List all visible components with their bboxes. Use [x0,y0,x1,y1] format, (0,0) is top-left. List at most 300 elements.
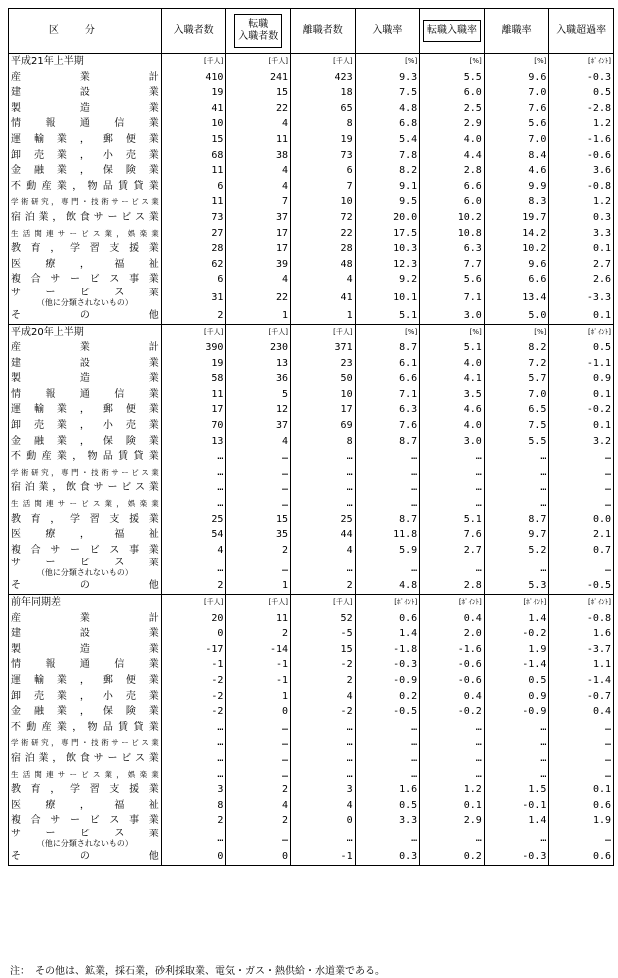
cell-value: 7.6 [484,101,549,117]
unit-label: [千人] [161,324,226,340]
table-row [9,163,614,179]
cell-value: … [161,751,226,767]
row-label [9,829,162,849]
cell-value: 7.1 [420,288,485,308]
table-row [9,387,614,403]
cell-value: 9.2 [355,272,420,288]
unit-label: [千人] [161,54,226,70]
cell-value: 7.0 [484,132,549,148]
cell-value: 5.3 [484,578,549,594]
cell-value: … [484,558,549,578]
cell-value: … [484,767,549,783]
table-row [9,512,614,528]
cell-value: 4.0 [420,418,485,434]
table-row [9,70,614,86]
table-row [9,611,614,627]
cell-value: 17 [226,241,291,257]
header-col-1-label: 転職 入職者数 [234,14,282,48]
cell-value: 8.4 [484,148,549,164]
cell-value: 1.6 [355,782,420,798]
cell-value: 410 [161,70,226,86]
cell-value: 1.2 [420,782,485,798]
cell-value: 0.7 [549,543,614,559]
cell-value: 2 [226,782,291,798]
cell-value: … [355,767,420,783]
cell-value: … [355,449,420,465]
cell-value: 69 [291,418,356,434]
row-label-main: サービス業 [11,558,159,569]
cell-value: 2 [161,813,226,829]
row-label: 教育，学習支援業 [9,782,162,798]
row-label: 金融業，保険業 [9,163,162,179]
table-row [9,642,614,658]
cell-value: -0.5 [355,704,420,720]
cell-value: 4 [226,163,291,179]
cell-value: 2.7 [549,257,614,273]
cell-value: 6.6 [420,179,485,195]
cell-value: … [161,465,226,481]
cell-value: 8 [291,116,356,132]
cell-value: 6.3 [420,241,485,257]
row-label: 教育，学習支援業 [9,512,162,528]
cell-value: 5.2 [484,543,549,559]
cell-value: -0.8 [549,611,614,627]
cell-value: 10 [291,194,356,210]
cell-value: 7.0 [484,85,549,101]
cell-value: 8 [291,434,356,450]
table-row [9,308,614,324]
row-label: 複合サービス事業 [9,543,162,559]
cell-value: 4 [291,543,356,559]
cell-value: 10 [291,387,356,403]
cell-value: 31 [161,288,226,308]
cell-value: 3.5 [420,387,485,403]
cell-value: 6 [161,272,226,288]
cell-value: -0.9 [484,704,549,720]
cell-value: … [291,480,356,496]
table-row [9,418,614,434]
table-row [9,85,614,101]
cell-value: … [420,735,485,751]
cell-value: 7.2 [484,356,549,372]
cell-value: 15 [226,85,291,101]
cell-value: 20 [161,611,226,627]
row-label: 医療，福祉 [9,527,162,543]
cell-value: 28 [161,241,226,257]
cell-value: 6.6 [484,272,549,288]
cell-value: … [291,767,356,783]
row-label [9,558,162,578]
cell-value: 0.1 [549,418,614,434]
cell-value: 37 [226,418,291,434]
table-row [9,371,614,387]
table-row [9,148,614,164]
row-label: 運輸業，郵便業 [9,673,162,689]
cell-value: 0.9 [549,371,614,387]
cell-value: 6.0 [420,85,485,101]
cell-value: 7.1 [355,387,420,403]
cell-value: 4.6 [420,402,485,418]
cell-value: 7.7 [420,257,485,273]
cell-value: 22 [226,101,291,117]
cell-value: -2 [161,673,226,689]
cell-value: 0.9 [484,689,549,705]
table-row [9,527,614,543]
cell-value: 12.3 [355,257,420,273]
cell-value: 39 [226,257,291,273]
row-label: 運輸業，郵便業 [9,132,162,148]
cell-value: 3 [161,782,226,798]
cell-value: … [549,465,614,481]
cell-value: 5.1 [420,512,485,528]
cell-value: 15 [161,132,226,148]
cell-value: … [161,480,226,496]
unit-label: [%] [484,324,549,340]
cell-value: 0.6 [549,849,614,865]
cell-value: 41 [291,288,356,308]
cell-value: 0.1 [420,798,485,814]
cell-value: 19.7 [484,210,549,226]
row-label: 卸売業，小売業 [9,148,162,164]
header-col-5: 離職率 [484,9,549,54]
cell-value: 6.1 [355,356,420,372]
cell-value: 35 [226,527,291,543]
row-label: 学術研究，専門・技術サービス業 [9,735,162,751]
table-row [9,179,614,195]
cell-value: 19 [161,356,226,372]
unit-label: [ﾎﾟｲﾝﾄ] [484,595,549,611]
table-row [9,210,614,226]
cell-value: 14.2 [484,226,549,242]
cell-value: 11.8 [355,527,420,543]
cell-value: … [420,480,485,496]
cell-value: … [291,720,356,736]
cell-value: 1.9 [549,813,614,829]
cell-value: 5.0 [484,308,549,324]
cell-value: 371 [291,340,356,356]
row-label: 情報通信業 [9,116,162,132]
cell-value: 2 [226,626,291,642]
cell-value: 2.8 [420,578,485,594]
cell-value: 0.1 [549,387,614,403]
row-label: 卸売業，小売業 [9,418,162,434]
cell-value: 12 [226,402,291,418]
cell-value: -0.6 [420,673,485,689]
row-label: 複合サービス事業 [9,272,162,288]
labor-turnover-table [8,8,614,866]
row-label: 建設業 [9,626,162,642]
table-row [9,735,614,751]
section-header-row [9,324,614,340]
cell-value: … [291,449,356,465]
cell-value: -1.6 [549,132,614,148]
row-label: 金融業，保険業 [9,704,162,720]
cell-value: 18 [291,85,356,101]
cell-value: 38 [226,148,291,164]
cell-value: 25 [161,512,226,528]
cell-value: 6 [291,163,356,179]
unit-label: [千人] [226,595,291,611]
cell-value: -1 [161,657,226,673]
cell-value: -17 [161,642,226,658]
cell-value: … [484,735,549,751]
row-label: 情報通信業 [9,657,162,673]
table-row [9,704,614,720]
table-row [9,132,614,148]
cell-value: 0 [226,704,291,720]
cell-value: … [549,496,614,512]
table-row [9,241,614,257]
cell-value: 9.5 [355,194,420,210]
cell-value: -2 [291,704,356,720]
cell-value: -3.3 [549,288,614,308]
cell-value: 2.9 [420,813,485,829]
table-row [9,543,614,559]
cell-value: … [549,480,614,496]
section-header-row [9,54,614,70]
table-row [9,689,614,705]
header-col-4-label: 転職入職率 [423,20,481,42]
cell-value: 54 [161,527,226,543]
cell-value: … [226,558,291,578]
cell-value: 0.0 [549,512,614,528]
cell-value: 8.3 [484,194,549,210]
table-row [9,626,614,642]
table-row [9,496,614,512]
table-row [9,288,614,308]
cell-value: … [161,720,226,736]
cell-value: … [549,735,614,751]
table-row [9,434,614,450]
cell-value: 241 [226,70,291,86]
cell-value: 1 [226,689,291,705]
cell-value: 1.6 [549,626,614,642]
row-label: 教育，学習支援業 [9,241,162,257]
cell-value: … [161,767,226,783]
cell-value: 27 [161,226,226,242]
cell-value: 2.8 [420,163,485,179]
cell-value: 52 [291,611,356,627]
table-row [9,720,614,736]
cell-value: … [420,751,485,767]
cell-value: … [549,829,614,849]
cell-value: 11 [226,611,291,627]
table-row [9,257,614,273]
cell-value: … [161,735,226,751]
cell-value: 0 [161,626,226,642]
cell-value: 1 [226,308,291,324]
table-row [9,101,614,117]
cell-value: … [161,496,226,512]
row-label: 宿泊業，飲食サービス業 [9,480,162,496]
cell-value: … [355,558,420,578]
row-label: 医療，福祉 [9,798,162,814]
cell-value: 72 [291,210,356,226]
cell-value: 1.4 [355,626,420,642]
cell-value: 2.0 [420,626,485,642]
cell-value: 22 [291,226,356,242]
cell-value: … [355,480,420,496]
cell-value: 13.4 [484,288,549,308]
row-label: 金融業，保険業 [9,434,162,450]
cell-value: 0.5 [549,340,614,356]
cell-value: 13 [161,434,226,450]
cell-value: 48 [291,257,356,273]
cell-value: … [420,465,485,481]
cell-value: … [420,558,485,578]
cell-value: 2 [226,813,291,829]
cell-value: -0.3 [484,849,549,865]
row-label: 生活関連サービス業，娯楽業 [9,496,162,512]
cell-value: 1.4 [484,813,549,829]
cell-value: 37 [226,210,291,226]
cell-value: 3.3 [549,226,614,242]
cell-value: 0.1 [549,308,614,324]
cell-value: 6.6 [355,371,420,387]
cell-value: … [484,449,549,465]
cell-value: … [549,558,614,578]
cell-value: … [226,465,291,481]
cell-value: 2 [291,673,356,689]
row-label-main: サービス業 [11,828,159,839]
cell-value: 17.5 [355,226,420,242]
cell-value: 6.5 [484,402,549,418]
row-label: 建設業 [9,85,162,101]
cell-value: -5 [291,626,356,642]
cell-value: 4.0 [420,132,485,148]
cell-value: … [484,496,549,512]
cell-value: -2 [161,689,226,705]
cell-value: 2 [226,543,291,559]
table-row [9,116,614,132]
cell-value: 19 [291,132,356,148]
cell-value: 0.4 [420,611,485,627]
cell-value: … [549,751,614,767]
cell-value: … [226,829,291,849]
cell-value: 10.2 [420,210,485,226]
cell-value: 0.1 [549,782,614,798]
cell-value: 4 [226,272,291,288]
cell-value: 8.7 [484,512,549,528]
unit-label: [千人] [291,324,356,340]
cell-value: -0.2 [549,402,614,418]
cell-value: 0.3 [549,210,614,226]
unit-label: [ﾎﾟｲﾝﾄ] [549,54,614,70]
cell-value: -2.8 [549,101,614,117]
unit-label: [千人] [226,54,291,70]
cell-value: 10.8 [420,226,485,242]
cell-value: 7.0 [484,387,549,403]
cell-value: … [226,449,291,465]
table-row [9,849,614,865]
row-label: 運輸業，郵便業 [9,402,162,418]
cell-value: … [355,735,420,751]
cell-value: … [549,449,614,465]
cell-value: 5.1 [420,340,485,356]
unit-label: [千人] [291,54,356,70]
cell-value: 15 [291,642,356,658]
cell-value: 2 [291,578,356,594]
cell-value: 230 [226,340,291,356]
cell-value: 0.1 [549,241,614,257]
cell-value: 4 [291,272,356,288]
cell-value: 10 [161,116,226,132]
cell-value: 4.6 [484,163,549,179]
cell-value: 2.9 [420,116,485,132]
cell-value: -0.7 [549,689,614,705]
cell-value: … [226,720,291,736]
cell-value: -0.2 [420,704,485,720]
table-row [9,782,614,798]
table-row [9,272,614,288]
cell-value: 4 [291,798,356,814]
cell-value: 3.2 [549,434,614,450]
row-label: その他 [9,308,162,324]
cell-value: 0 [226,849,291,865]
table-header-row [9,9,614,54]
row-label: 医療，福祉 [9,257,162,273]
row-label: 生活関連サービス業，娯楽業 [9,767,162,783]
cell-value: 7.5 [355,85,420,101]
header-col-6: 入職超過率 [549,9,614,54]
cell-value: … [484,465,549,481]
cell-value: … [291,558,356,578]
row-label: 生活関連サービス業，娯楽業 [9,226,162,242]
cell-value: 4.1 [420,371,485,387]
row-label: 製造業 [9,371,162,387]
cell-value: -1.6 [420,642,485,658]
cell-value: 2 [161,308,226,324]
cell-value: -1 [226,673,291,689]
cell-value: 17 [226,226,291,242]
cell-value: 11 [161,387,226,403]
cell-value: 65 [291,101,356,117]
cell-value: … [161,449,226,465]
cell-value: -0.8 [549,179,614,195]
cell-value: … [226,480,291,496]
cell-value: -14 [226,642,291,658]
row-label: 産業計 [9,611,162,627]
cell-value: 3.0 [420,308,485,324]
cell-value: 4.8 [355,578,420,594]
cell-value: 23 [291,356,356,372]
cell-value: 2.1 [549,527,614,543]
cell-value: 6.3 [355,402,420,418]
cell-value: 10.2 [484,241,549,257]
cell-value: … [355,720,420,736]
cell-value: 4 [226,116,291,132]
cell-value: 4.8 [355,101,420,117]
cell-value: -2 [161,704,226,720]
table-row [9,657,614,673]
row-label: その他 [9,849,162,865]
cell-value: … [549,720,614,736]
cell-value: 5 [226,387,291,403]
cell-value: 7.8 [355,148,420,164]
cell-value: -1 [291,849,356,865]
cell-value: 2.6 [549,272,614,288]
cell-value: 0.3 [355,849,420,865]
cell-value: -3.7 [549,642,614,658]
cell-value: … [161,558,226,578]
cell-value: 0.2 [420,849,485,865]
cell-value: 2 [161,578,226,594]
row-label-sub: （他に分類されないもの） [36,568,133,578]
cell-value: 9.6 [484,257,549,273]
row-label-sub: （他に分類されないもの） [36,297,133,307]
row-label: 複合サービス事業 [9,813,162,829]
cell-value: 5.4 [355,132,420,148]
